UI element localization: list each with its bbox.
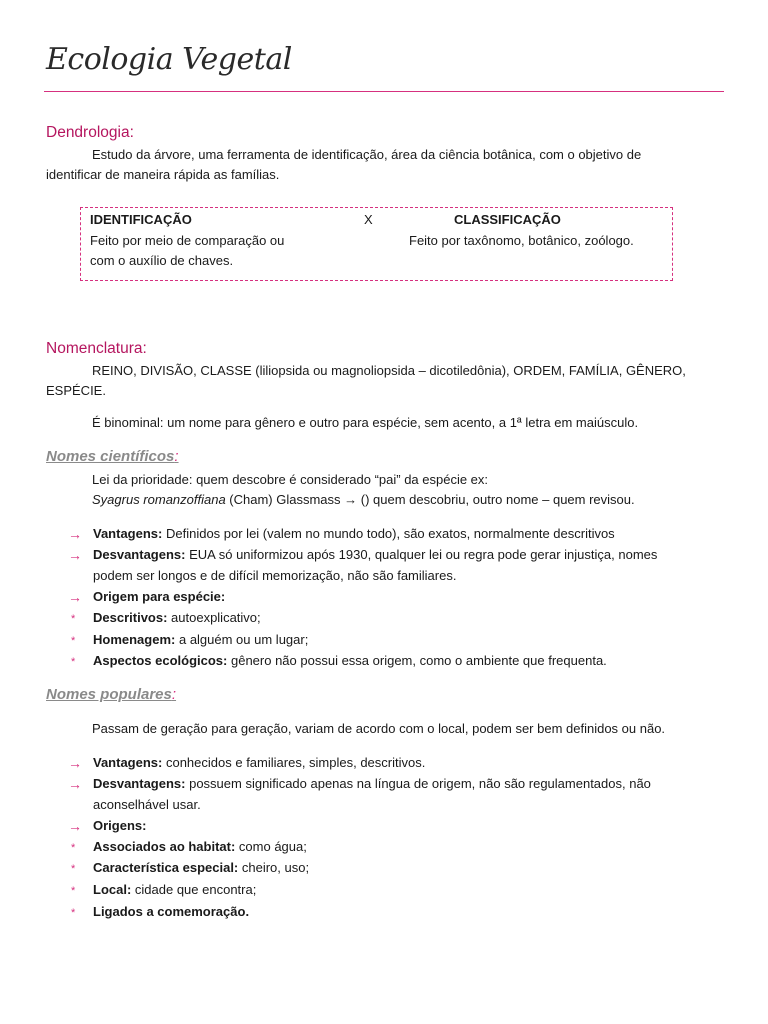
item-label: Vantagens: bbox=[93, 755, 163, 770]
title-divider bbox=[44, 91, 724, 92]
item-label: Descritivos: bbox=[93, 610, 168, 625]
identificacao-line-2: com o auxílio de chaves. bbox=[90, 253, 234, 268]
prioridade-line: Lei da prioridade: quem descobre é considerado “pai” da espécie ex: bbox=[92, 472, 489, 487]
item-text: gênero não possui essa origem, como o ambiente que frequenta. bbox=[227, 653, 607, 668]
nomenclatura-text bbox=[46, 361, 718, 401]
nomes-cientificos-colon: : bbox=[174, 448, 179, 465]
item-text: cheiro, uso; bbox=[238, 860, 310, 875]
populares-intro-line: Passam de geração para geração, variam de acordo com o local, podem ser bem definidos ou não. bbox=[92, 721, 666, 736]
item-label: Ligados a comemoração. bbox=[93, 904, 250, 919]
dendrologia-line-1: Estudo da árvore, uma ferramenta de identificação, área da ciência botânica, com o objetivo de bbox=[92, 147, 642, 162]
asterisk-bullet-icon: * bbox=[71, 656, 76, 668]
asterisk-bullet-icon: * bbox=[71, 842, 76, 854]
nomenclatura-line-2: ESPÉCIE. bbox=[46, 383, 106, 398]
item-label: Homenagem: bbox=[93, 632, 176, 647]
item-label: Associados ao habitat: bbox=[93, 839, 236, 854]
item-text: autoexplicativo; bbox=[167, 610, 261, 625]
comparison-box bbox=[80, 207, 673, 281]
nomes-populares-label: Nomes populares bbox=[46, 686, 172, 703]
item-label: Origem para espécie: bbox=[93, 589, 226, 604]
arrow-bullet-icon: → bbox=[68, 755, 82, 771]
populares-intro bbox=[46, 719, 718, 739]
arrow-bullet-icon: → bbox=[68, 547, 82, 563]
arrow-bullet-icon: → bbox=[68, 818, 82, 834]
dendrologia-line-2: identificar de maneira rápida as famílias. bbox=[46, 167, 280, 182]
nomenclatura-heading: Nomenclatura: bbox=[46, 340, 147, 357]
identificacao-line-1: Feito por meio de comparação ou bbox=[90, 233, 285, 248]
nomes-populares-heading bbox=[46, 686, 176, 703]
arrow-bullet-icon: → bbox=[68, 589, 82, 605]
nomes-cientificos-label: Nomes científicos bbox=[46, 448, 175, 465]
asterisk-bullet-icon: * bbox=[71, 635, 76, 647]
nomenclatura-line-1: REINO, DIVISÃO, CLASSE (liliopsida ou magnoliopsida – dicotiledônia), ORDEM, FAMÍLIA, GÊNERO, bbox=[92, 363, 686, 378]
comparison-separator: X bbox=[364, 212, 373, 227]
item-text: EUA só uniformizou após 1930, qualquer lei ou regra pode gerar injustiça, nomes bbox=[185, 547, 658, 562]
item-label: Vantagens: bbox=[93, 526, 163, 541]
prioridade-text bbox=[46, 470, 718, 510]
item-label: Desvantagens: bbox=[93, 547, 186, 562]
asterisk-bullet-icon: * bbox=[71, 863, 76, 875]
classificacao-title: CLASSIFICAÇÃO bbox=[454, 212, 561, 227]
item-text-continued: aconselhável usar. bbox=[93, 796, 201, 812]
asterisk-bullet-icon: * bbox=[71, 613, 76, 625]
example-species: Syagrus romanzoffiana bbox=[92, 492, 226, 507]
binominal-text bbox=[46, 413, 718, 433]
item-text-continued: podem ser longos e de difícil memorização, não são familiares. bbox=[93, 567, 457, 583]
nomes-populares-colon: : bbox=[171, 686, 177, 703]
page-title: Ecologia Vegetal bbox=[46, 42, 292, 77]
dendrologia-text bbox=[46, 145, 718, 185]
item-text: cidade que encontra; bbox=[131, 882, 257, 897]
item-label: Origens: bbox=[93, 818, 147, 833]
item-text: conhecidos e familiares, simples, descritivos. bbox=[162, 755, 426, 770]
arrow-bullet-icon: → bbox=[68, 526, 82, 542]
nomes-cientificos-heading bbox=[46, 448, 179, 465]
binominal-line: É binominal: um nome para gênero e outro para espécie, sem acento, a 1ª letra em maiúsculo. bbox=[92, 415, 639, 430]
item-text: como água; bbox=[235, 839, 307, 854]
item-text: a alguém ou um lugar; bbox=[175, 632, 309, 647]
arrow-bullet-icon: → bbox=[68, 776, 82, 792]
dendrologia-heading: Dendrologia: bbox=[46, 124, 134, 141]
item-text: possuem significado apenas na língua de origem, não são regulamentados, não bbox=[185, 776, 651, 791]
item-label: Desvantagens: bbox=[93, 776, 186, 791]
item-text: Definidos por lei (valem no mundo todo), são exatos, normalmente descritivos bbox=[162, 526, 615, 541]
asterisk-bullet-icon: * bbox=[71, 885, 76, 897]
classificacao-line-1: Feito por taxônomo, botânico, zoólogo. bbox=[409, 233, 634, 248]
identificacao-title: IDENTIFICAÇÃO bbox=[90, 212, 192, 227]
example-rest: (Cham) Glassmass → () quem descobriu, outro nome – quem revisou. bbox=[225, 492, 635, 507]
item-label: Aspectos ecológicos: bbox=[93, 653, 228, 668]
item-label: Característica especial: bbox=[93, 860, 239, 875]
asterisk-bullet-icon: * bbox=[71, 907, 76, 919]
item-label: Local: bbox=[93, 882, 132, 897]
